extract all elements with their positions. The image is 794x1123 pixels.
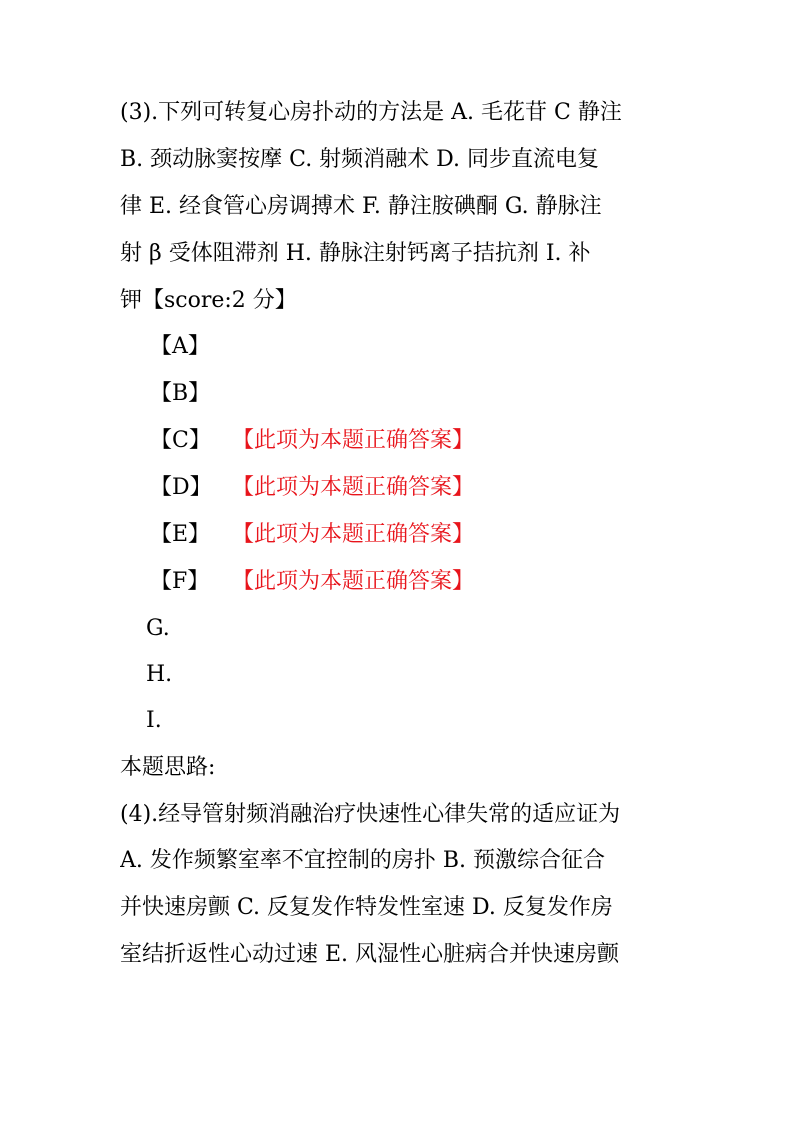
option-a-row (0, 324, 794, 370)
analysis-label: 本题思路: (120, 755, 216, 780)
option-d-correct-mark: 【此项为本题正确答案】 (232, 475, 475, 500)
option-e-correct-mark: 【此项为本题正确答案】 (232, 522, 475, 547)
option-d-row (0, 465, 794, 511)
question3-line-3: 律 E. 经食管心房调搏术 F. 静注胺碘酮 G. 静脉注 (120, 194, 602, 219)
option-c-row (0, 418, 794, 464)
option-e-row (0, 512, 794, 558)
option-h: H. (146, 662, 173, 687)
option-d-label: 【D】 (150, 475, 212, 500)
question4-line-3: 并快速房颤 C. 反复发作特发性室速 D. 反复发作房 (120, 895, 613, 920)
question4-line-1: (4).经导管射频消融治疗快速性心律失常的适应证为 (120, 802, 621, 827)
question3-line-4: 射 β 受体阻滞剂 H. 静脉注射钙离子拮抗剂 I. 补 (120, 241, 591, 266)
option-b-label: 【B】 (150, 381, 211, 406)
option-e-label: 【E】 (150, 522, 211, 547)
option-f-row (0, 559, 794, 605)
option-a-label: 【A】 (150, 334, 210, 359)
question4-line-4: 室结折返性心动过速 E. 风湿性心脏病合并快速房颤 (120, 942, 620, 967)
question3-line-2: B. 颈动脉窦按摩 C. 射频消融术 D. 同步直流电复 (120, 147, 600, 172)
option-c-correct-mark: 【此项为本题正确答案】 (232, 428, 475, 453)
question3-line-1: (3).下列可转复心房扑动的方法是 A. 毛花苷 C 静注 (120, 100, 622, 125)
question4-line-2: A. 发作频繁室率不宜控制的房扑 B. 预激综合征合 (120, 848, 606, 873)
option-f-correct-mark: 【此项为本题正确答案】 (232, 569, 475, 594)
question3-line-5: 钾【score:2 分】 (120, 288, 297, 313)
option-b-row (0, 371, 794, 417)
option-i: I. (146, 708, 162, 733)
option-g: G. (146, 616, 170, 641)
option-c-label: 【C】 (150, 428, 211, 453)
option-f-label: 【F】 (150, 569, 210, 594)
